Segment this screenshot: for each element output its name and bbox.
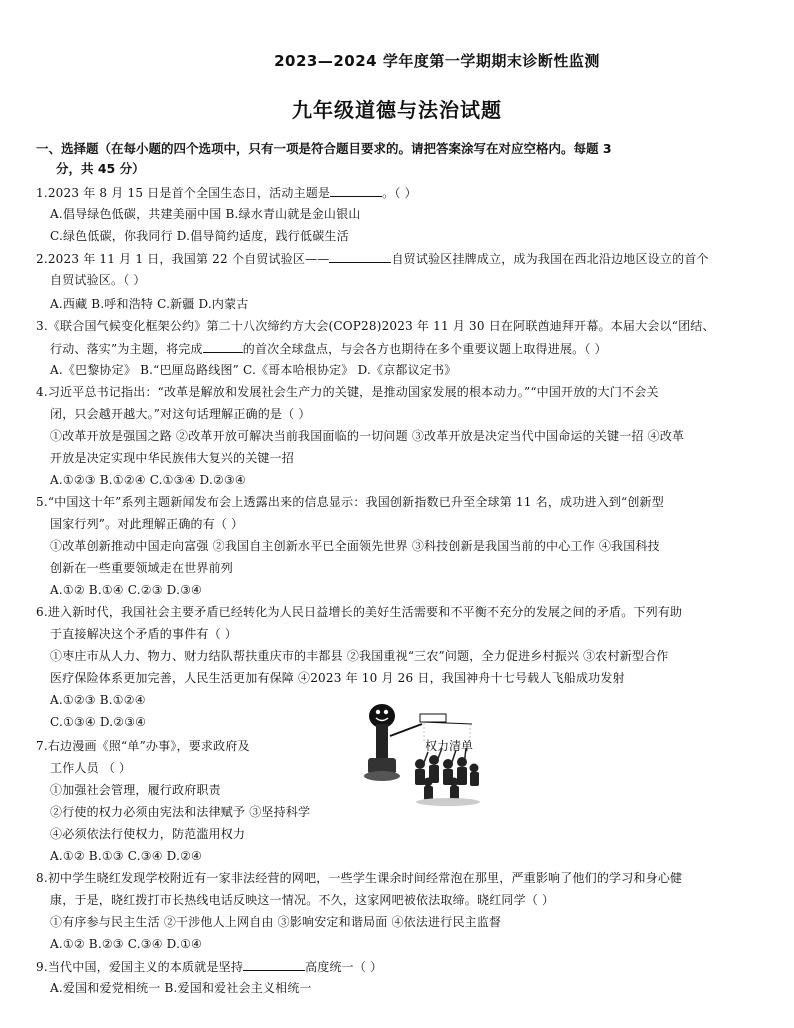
- question-5-items-line2: 创新在一些重要领域走在世界前列: [50, 561, 234, 575]
- question-4-items-line2: 开放是决定实现中华民族伟大复兴的关键一招: [50, 451, 295, 465]
- question-9-stem-text: 9.当代中国，爱国主义的本质就是坚持: [36, 960, 244, 974]
- question-7-item1: ①加强社会管理，履行政府职责: [50, 783, 221, 797]
- answer-blank: [329, 250, 391, 263]
- question-4-items-line1: ①改革开放是强国之路 ②改革开放可解决当前我国面临的一切问题 ③改革开放是决定当代中国命运的关键一招 ④改革: [50, 429, 685, 443]
- question-5-items-line1: ①改革创新推动中国走向富强 ②我国自主创新水平已全面领先世界 ③科技创新是我国当前的中心工作 ④我国科技: [50, 539, 660, 553]
- question-8-options: A.①② B.②③ C.③④ D.①④: [50, 937, 202, 951]
- exam-subject-title: 九年级道德与法治试题: [292, 98, 502, 122]
- question-7-stem: 7.右边漫画《照“单”办事》，要求政府及: [36, 739, 250, 753]
- question-4-stem-line2: 闭，只会越开越大。”对这句话理解正确的是（ ）: [50, 407, 311, 421]
- question-2-stem-text: 2.2023 年 11 月 1 日，我国第 22 个自贸试验区——: [36, 252, 330, 266]
- question-4-options: A.①②③ B.①②④ C.①③④ D.②③④: [50, 473, 246, 487]
- question-9-stem: [36, 958, 382, 975]
- question-4-stem: 4.习近平总书记指出：“改革是解放和发展社会生产力的关键，是推动国家发展的根本动力。”“中国开放的大门不会关: [36, 385, 659, 399]
- cartoon-illustration: [362, 702, 482, 810]
- question-5-options: A.①② B.①④ C.②③ D.③④: [50, 583, 202, 597]
- exam-header-title: 2023—2024 学年度第一学期期末诊断性监测: [274, 52, 600, 70]
- question-6-stem: 6.进入新时代，我国社会主要矛盾已经转化为人民日益增长的美好生活需要和不平衡不充分的发展之间的矛盾。下列有助: [36, 605, 683, 619]
- question-2-stem: [36, 250, 709, 267]
- question-5-stem-line2: 国家行列”。对此理解正确的有（ ）: [50, 517, 244, 531]
- question-7-stem-line2: 工作人员 （ ）: [50, 761, 132, 775]
- question-5-stem: 5.“中国这十年”系列主题新闻发布会上透露出来的信息显示：我国创新指数已升至全球第 11 名，成功进入到“创新型: [36, 495, 664, 509]
- question-8-stem: 8.初中学生晓红发现学校附近有一家非法经营的网吧，一些学生课余时间经常泡在那里，严重影响了他们的学习和身心健: [36, 871, 683, 885]
- question-6-options-line1: A.①②③ B.①②④: [50, 693, 146, 707]
- question-6-items-line2: 医疗保险体系更加完善，人民生活更加有保障 ④2023 年 10 月 26 日，我国神舟十七号载人飞船成功发射: [50, 671, 625, 685]
- question-2-stem-line2: 自贸试验区。（ ）: [50, 273, 146, 287]
- question-1-options-ab: A.倡导绿色低碳，共建美丽中国 B.绿水青山就是金山银山: [50, 207, 361, 221]
- section-heading-line2: 分，共 45 分）: [56, 161, 145, 176]
- question-6-options-line2: C.①③④ D.②③④: [50, 715, 147, 729]
- question-1-options-cd: C.绿色低碳，你我同行 D.倡导简约适度，践行低碳生活: [50, 229, 349, 243]
- question-7-item2: ②行使的权力必须由宪法和法律赋予 ③坚持科学: [50, 805, 311, 819]
- question-3-stem: 3.《联合国气候变化框架公约》第二十八次缔约方大会(COP28)2023 年 11 月 30 日在阿联酋迪拜开幕。本届大会以“团结、: [36, 319, 715, 333]
- question-1-stem-text: 1.2023 年 8 月 15 日是首个全国生态日，活动主题是: [36, 186, 331, 200]
- answer-blank: [243, 958, 305, 971]
- cartoon-caption-label: 权力清单: [425, 739, 474, 753]
- question-9-options: A.爱国和爱党相统一 B.爱国和爱社会主义相统一: [50, 981, 312, 995]
- answer-blank: [203, 340, 243, 353]
- question-7-options: A.①② B.①③ C.③④ D.②④: [50, 849, 202, 863]
- answer-blank: [330, 184, 382, 197]
- question-1-stem: [36, 184, 417, 201]
- question-7-item3: ④必须依法行使权力，防范滥用权力: [50, 827, 246, 841]
- question-3-options: A.《巴黎协定》 B.“巴厘岛路线图” C.《哥本哈根协定》 D.《京都议定书》: [50, 363, 457, 377]
- question-1-stem-end: 。（ ）: [382, 186, 417, 200]
- question-3-stem-line2: [50, 340, 607, 357]
- question-3-stem-line2a: 行动、落实”为主题，将完成: [50, 342, 203, 356]
- question-8-stem-line2: 康，于是，晓红拨打市长热线电话反映这一情况。不久，这家网吧被依法取缔。晓红同学（ ）: [50, 893, 555, 907]
- question-6-stem-line2: 于直接解决这个矛盾的事件有（ ）: [50, 627, 238, 641]
- question-6-items-line1: ①枣庄市从人力、物力、财力结队帮扶重庆市的丰都县 ②我国重视“三农”问题，全力促进乡村振兴 ③农村新型合作: [50, 649, 669, 663]
- section-heading-line1: 一、选择题（在每小题的四个选项中，只有一项是符合题目要求的。请把答案涂写在对应空格内。每题 3: [36, 141, 612, 156]
- question-9-stem-end: 高度统一（ ）: [305, 960, 383, 974]
- question-2-options: A.西藏 B.呼和浩特 C.新疆 D.内蒙古: [50, 297, 249, 311]
- question-2-stem-end: 自贸试验区挂牌成立，成为我国在西北沿边地区设立的首个: [391, 252, 709, 266]
- question-8-items: ①有序参与民主生活 ②干涉他人上网自由 ③影响安定和谐局面 ④依法进行民主监督: [50, 915, 502, 929]
- question-3-stem-line2b: 的首次全球盘点，与会各方也期待在多个重要议题上取得进展。（ ）: [242, 342, 607, 356]
